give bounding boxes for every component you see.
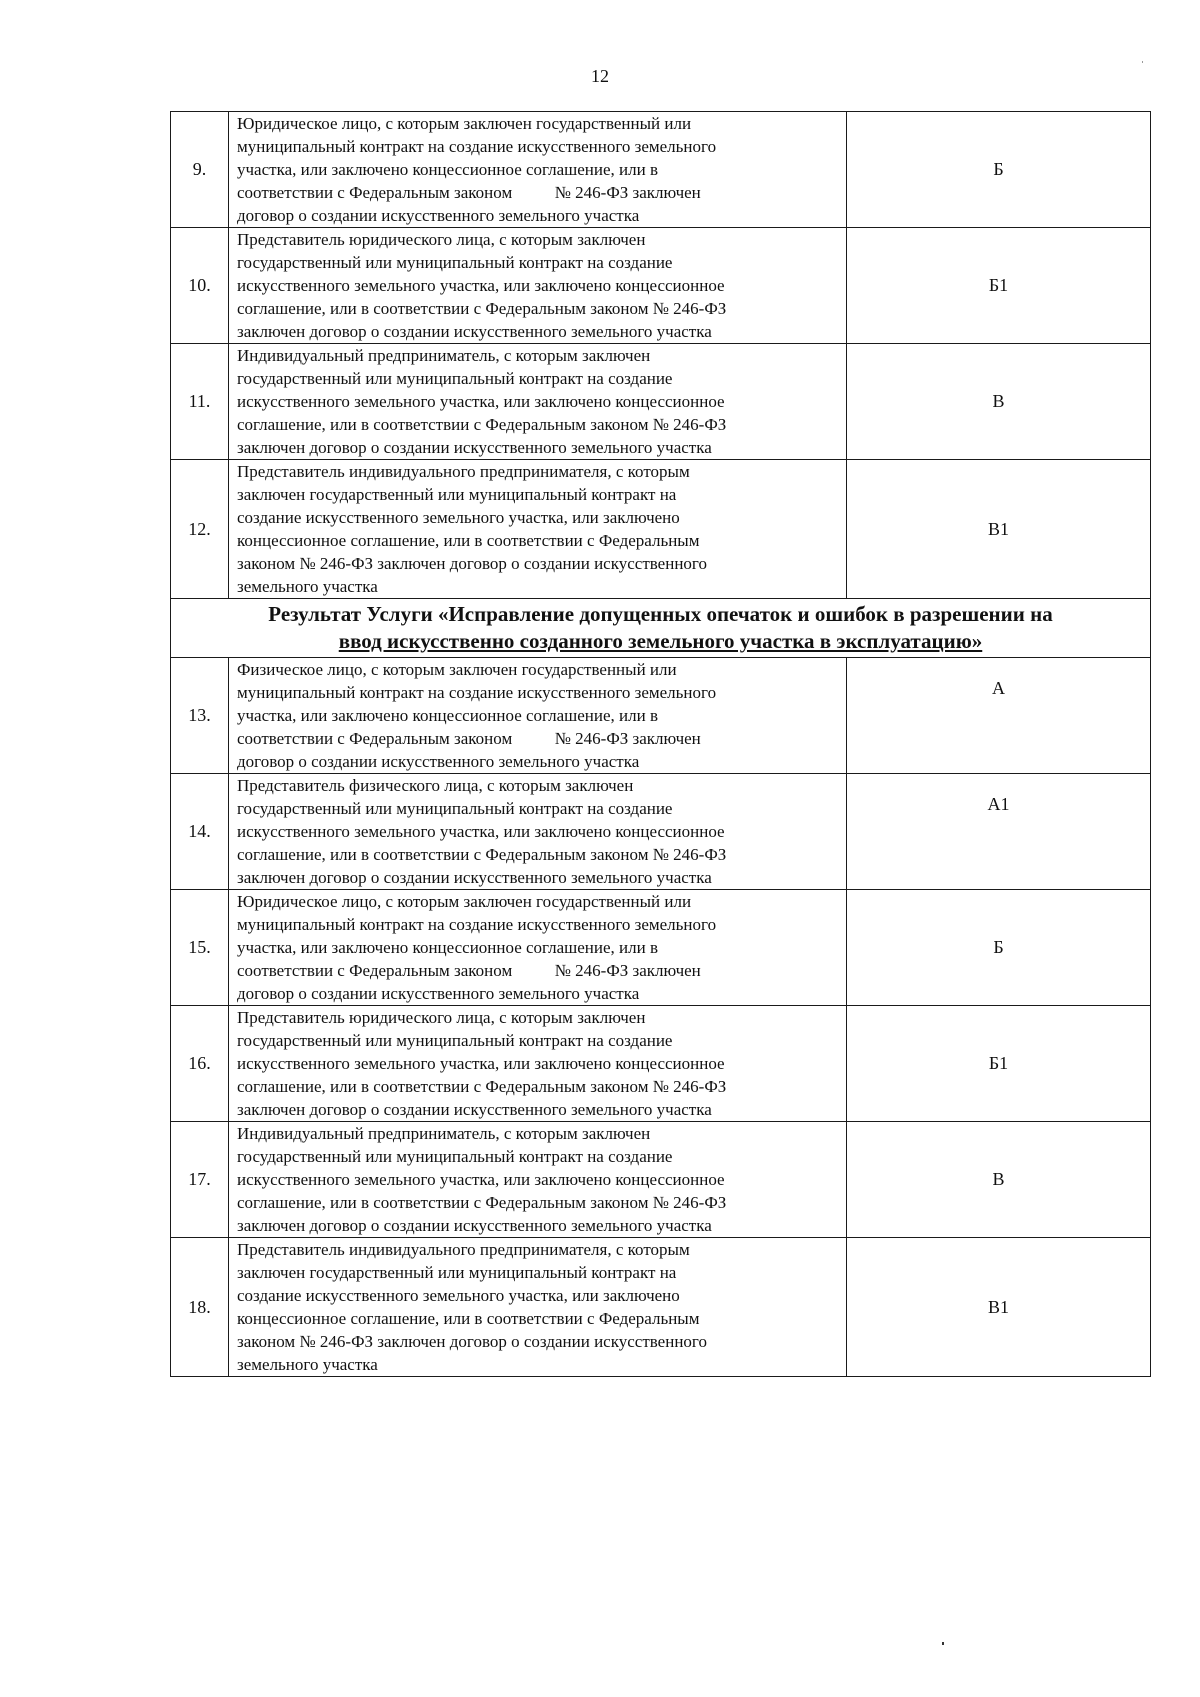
description-line: Представитель юридического лица, с которым заключен	[237, 1008, 646, 1027]
row-number: 17.	[171, 1122, 229, 1238]
applicant-description	[229, 1006, 847, 1122]
description-line: заключен договор о создании искусственного земельного участка	[237, 1216, 712, 1235]
description-line: земельного участка	[237, 1355, 378, 1374]
description-line: Представитель индивидуального предпринимателя, с которым	[237, 462, 690, 481]
description-line: Представитель физического лица, с которым заключен	[237, 776, 634, 795]
description-line: соответствии с Федеральным законом № 246-ФЗ заключен	[237, 961, 701, 980]
description-line: Индивидуальный предприниматель, с которым заключен	[237, 346, 651, 365]
description-line: искусственного земельного участка, или заключено концессионное	[237, 1170, 725, 1189]
description-line: участка, или заключено концессионное соглашение, или в	[237, 160, 659, 179]
description-line: искусственного земельного участка, или заключено концессионное	[237, 822, 725, 841]
table-row	[171, 112, 1151, 228]
description-line: искусственного земельного участка, или заключено концессионное	[237, 276, 725, 295]
table-row	[171, 460, 1151, 599]
description-line: Физическое лицо, с которым заключен государственный или	[237, 660, 677, 679]
applicant-category-code: А1	[847, 774, 1151, 890]
table-row	[171, 890, 1151, 1006]
row-number: 12.	[171, 460, 229, 599]
description-line: договор о создании искусственного земельного участка	[237, 752, 640, 771]
description-line: искусственного земельного участка, или заключено концессионное	[237, 1054, 725, 1073]
applicant-description	[229, 1238, 847, 1377]
applicant-category-code: Б	[847, 890, 1151, 1006]
description-line: концессионное соглашение, или в соответствии с Федеральным	[237, 1309, 700, 1328]
description-line: Юридическое лицо, с которым заключен государственный или	[237, 892, 692, 911]
scan-speck-bottom	[942, 1642, 944, 1645]
description-line: соглашение, или в соответствии с Федеральным законом № 246-ФЗ	[237, 415, 727, 434]
applicant-category-code: А	[847, 658, 1151, 774]
row-number: 9.	[171, 112, 229, 228]
description-line: заключен государственный или муниципальный контракт на	[237, 485, 677, 504]
applicant-description	[229, 774, 847, 890]
description-line: Юридическое лицо, с которым заключен государственный или	[237, 114, 692, 133]
applicant-table	[170, 111, 1151, 1377]
section-header-line-2: ввод искусственно созданного земельного участка в эксплуатацию»	[338, 629, 983, 653]
description-line: законом № 246-ФЗ заключен договор о создании искусственного	[237, 1332, 707, 1351]
description-line: соглашение, или в соответствии с Федеральным законом № 246-ФЗ	[237, 1077, 727, 1096]
description-line: соответствии с Федеральным законом № 246-ФЗ заключен	[237, 183, 701, 202]
description-line: государственный или муниципальный контракт на создание	[237, 799, 673, 818]
section-header-body	[171, 599, 1151, 658]
table-row	[171, 1122, 1151, 1238]
applicant-category-code: Б	[847, 112, 1151, 228]
description-line: создание искусственного земельного участка, или заключено	[237, 1286, 680, 1305]
description-line: заключен договор о создании искусственного земельного участка	[237, 438, 712, 457]
description-line: соответствии с Федеральным законом № 246-ФЗ заключен	[237, 729, 701, 748]
description-line: заключен договор о создании искусственного земельного участка	[237, 322, 712, 341]
table-body-before	[171, 112, 1151, 599]
row-number: 18.	[171, 1238, 229, 1377]
applicant-description	[229, 228, 847, 344]
description-line: Представитель юридического лица, с которым заключен	[237, 230, 646, 249]
description-line: государственный или муниципальный контракт на создание	[237, 1031, 673, 1050]
description-line: искусственного земельного участка, или заключено концессионное	[237, 392, 725, 411]
table-row	[171, 658, 1151, 774]
description-line: государственный или муниципальный контракт на создание	[237, 253, 673, 272]
applicant-category-code: В	[847, 1122, 1151, 1238]
description-line: заключен государственный или муниципальный контракт на	[237, 1263, 677, 1282]
description-line: Представитель индивидуального предпринимателя, с которым	[237, 1240, 690, 1259]
description-line: муниципальный контракт на создание искусственного земельного	[237, 915, 717, 934]
applicant-description	[229, 460, 847, 599]
applicant-category-code: В1	[847, 1238, 1151, 1377]
description-line: концессионное соглашение, или в соответствии с Федеральным	[237, 531, 700, 550]
description-line: соглашение, или в соответствии с Федеральным законом № 246-ФЗ	[237, 845, 727, 864]
page-number: 12	[591, 66, 609, 86]
applicant-category-code: В	[847, 344, 1151, 460]
applicant-description	[229, 112, 847, 228]
applicant-description	[229, 890, 847, 1006]
description-line: муниципальный контракт на создание искусственного земельного	[237, 137, 717, 156]
applicant-category-code: Б1	[847, 228, 1151, 344]
applicant-description	[229, 658, 847, 774]
table-row	[171, 1238, 1151, 1377]
row-number: 13.	[171, 658, 229, 774]
table-row	[171, 228, 1151, 344]
table-body-after	[171, 658, 1151, 1377]
table-row	[171, 344, 1151, 460]
description-line: договор о создании искусственного земельного участка	[237, 984, 640, 1003]
scan-speck	[1142, 61, 1143, 63]
applicant-description	[229, 344, 847, 460]
description-line: земельного участка	[237, 577, 378, 596]
applicant-description	[229, 1122, 847, 1238]
description-line: законом № 246-ФЗ заключен договор о создании искусственного	[237, 554, 707, 573]
description-line: создание искусственного земельного участка, или заключено	[237, 508, 680, 527]
description-line: договор о создании искусственного земельного участка	[237, 206, 640, 225]
description-line: участка, или заключено концессионное соглашение, или в	[237, 938, 659, 957]
row-number: 14.	[171, 774, 229, 890]
section-header-row	[171, 599, 1151, 658]
row-number: 15.	[171, 890, 229, 1006]
description-line: государственный или муниципальный контракт на создание	[237, 1147, 673, 1166]
description-line: соглашение, или в соответствии с Федеральным законом № 246-ФЗ	[237, 299, 727, 318]
row-number: 10.	[171, 228, 229, 344]
applicant-category-code: Б1	[847, 1006, 1151, 1122]
description-line: участка, или заключено концессионное соглашение, или в	[237, 706, 659, 725]
description-line: муниципальный контракт на создание искусственного земельного	[237, 683, 717, 702]
description-line: заключен договор о создании искусственного земельного участка	[237, 1100, 712, 1119]
row-number: 16.	[171, 1006, 229, 1122]
section-header	[171, 599, 1151, 658]
description-line: государственный или муниципальный контракт на создание	[237, 369, 673, 388]
applicant-category-code: В1	[847, 460, 1151, 599]
row-number: 11.	[171, 344, 229, 460]
table-row	[171, 1006, 1151, 1122]
table-row	[171, 774, 1151, 890]
description-line: соглашение, или в соответствии с Федеральным законом № 246-ФЗ	[237, 1193, 727, 1212]
section-header-line-1: Результат Услуги «Исправление допущенных опечаток и ошибок в разрешении на	[268, 602, 1053, 626]
description-line: заключен договор о создании искусственного земельного участка	[237, 868, 712, 887]
description-line: Индивидуальный предприниматель, с которым заключен	[237, 1124, 651, 1143]
